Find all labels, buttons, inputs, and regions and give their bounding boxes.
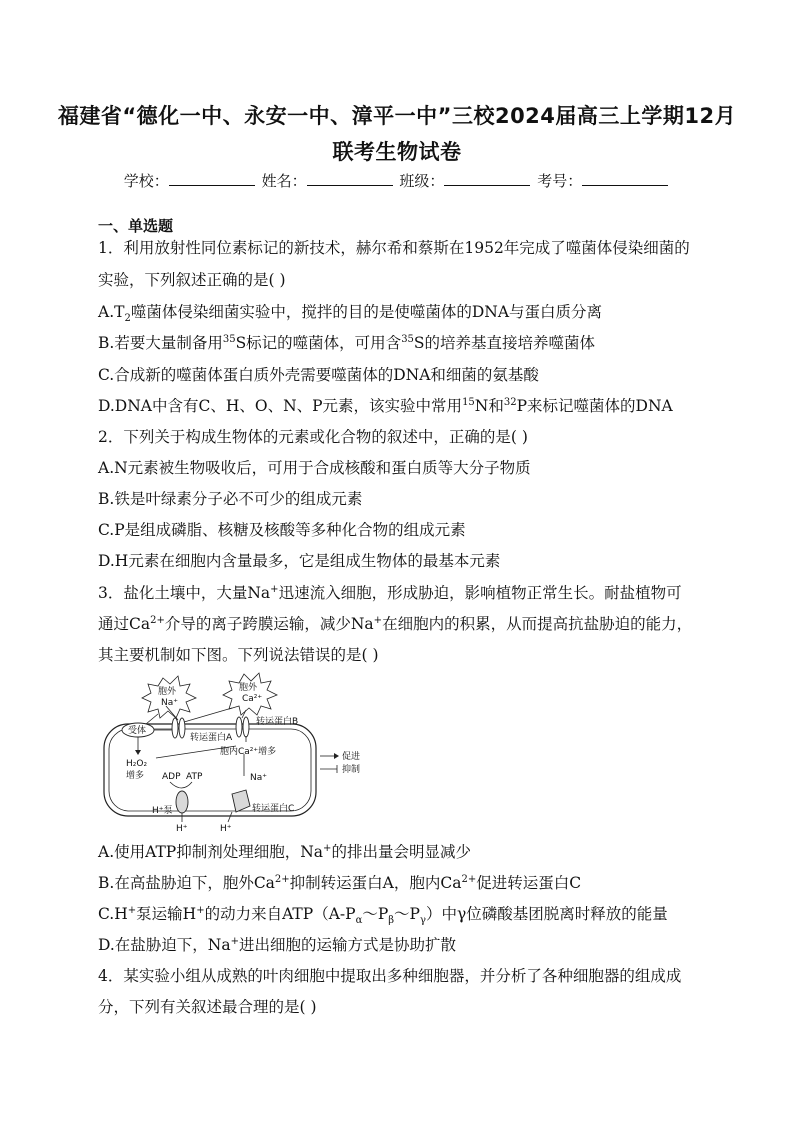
h-plus-2: H⁺ <box>220 824 232 834</box>
section-heading: 一、单选题 <box>98 217 174 235</box>
atp-label: ATP <box>186 772 203 782</box>
protein-a-left <box>172 718 178 738</box>
class-blank[interactable] <box>444 171 530 186</box>
protein-a-label: 转运蛋白A <box>190 733 233 743</box>
na-inside-label: Na⁺ <box>250 773 267 783</box>
name-label: 姓名： <box>261 172 307 190</box>
student-info-row <box>0 170 794 191</box>
q1-option-b: B.若要大量制备用$^{35}$S标记的噬菌体，可用含$^{35}$S的培养基直接培养噬菌体 <box>98 333 596 352</box>
protein-b-right <box>243 717 249 737</box>
protein-b-left <box>236 717 242 737</box>
adp-label: ADP <box>162 772 181 782</box>
h2o2-label: H₂O₂ <box>126 759 148 769</box>
q3-option-c: C.H+泵运输H+的动力来自$ATP(A-P_\alpha\sim P_\beta\sim P_\gamma)$中γ位磷酸基团脱离时释放的能量 <box>98 904 668 927</box>
exam-title-line1: 福建省“德化一中、永安一中、漳平一中”三校2024届高三上学期12月 <box>57 104 737 128</box>
h-pump-shape <box>176 791 188 813</box>
ca-inside-label: 胞内Ca²⁺增多 <box>220 747 277 757</box>
h2o2-increase: 增多 <box>126 771 145 781</box>
q4-stem-line1: 4．某实验小组从成熟的叶肉细胞中提取出多种细胞器，并分析了各种细胞器的组成成 <box>98 967 682 985</box>
h-pump-label: H⁺泵 <box>152 806 173 816</box>
outside1-label: 胞外 <box>158 687 177 697</box>
name-blank[interactable] <box>307 171 393 186</box>
protein-b-label: 转运蛋白B <box>256 717 299 727</box>
q2-stem: 2．下列关于构成生物体的元素或化合物的叙述中，正确的是( ) <box>98 428 528 446</box>
q3-stem-line1: 3．盐化土壤中，大量Na+迅速流入细胞，形成胁迫，影响植物正常生长。耐盐植物可 <box>98 583 682 602</box>
outside2-label: 胞外 <box>239 683 258 693</box>
legend-inhibit: 抑制 <box>342 765 361 775</box>
q3-option-d: D.在盐胁迫下，Na+进出细胞的运输方式是协助扩散 <box>98 935 457 954</box>
q3-stem-line2: 通过$Ca^{2+}$介导的离子跨膜运输，减少Na+在细胞内的积累，从而提高抗盐胁迫的能力， <box>98 614 693 633</box>
legend-promote: 促进 <box>342 752 361 762</box>
class-label: 班级： <box>399 172 445 190</box>
school-blank[interactable] <box>169 171 255 186</box>
protein-c-label: 转运蛋白C <box>252 804 295 814</box>
protein-a-right <box>179 718 185 738</box>
salt-stress-mechanism-diagram <box>96 672 366 834</box>
number-label: 考号： <box>537 172 583 190</box>
q2-option-d: D.H元素在细胞内含量最多，它是组成生物体的最基本元素 <box>98 552 501 570</box>
exam-title-line2: 联考生物试卷 <box>332 140 462 164</box>
h-plus-1: H⁺ <box>176 824 188 834</box>
q1-option-a: $A.T_2$噬菌体侵染细菌实验中，搅拌的目的是使噬菌体的DNA与蛋白质分离 <box>98 303 603 325</box>
q3-option-a: A.使用ATP抑制剂处理细胞，Na+的排出量会明显减少 <box>98 842 471 861</box>
q2-option-c: C.P是组成磷脂、核糖及核酸等多种化合物的组成元素 <box>98 521 466 539</box>
q2-option-b: B.铁是叶绿素分子必不可少的组成元素 <box>98 490 363 508</box>
q2-option-a: A.N元素被生物吸收后，可用于合成核酸和蛋白质等大分子物质 <box>98 459 531 477</box>
outside-na-bubble <box>142 676 196 718</box>
q1-option-c: C.合成新的噬菌体蛋白质外壳需要噬菌体的DNA和细菌的氨基酸 <box>98 366 539 384</box>
q1-stem-line1: 1．利用放射性同位素标记的新技术，赫尔希和蔡斯在1952年完成了噬菌体侵染细菌的 <box>98 239 690 257</box>
q3-option-b: B.在高盐胁迫下，胞外$Ca^{2+}$抑制转运蛋白A，胞内$Ca^{2+}$促进转运蛋白C <box>98 873 582 892</box>
protein-c-shape <box>232 790 250 812</box>
number-blank[interactable] <box>582 171 668 186</box>
q4-stem-line2: 分，下列有关叙述最合理的是( ) <box>98 998 317 1016</box>
q1-stem-line2: 实验，下列叙述正确的是( ) <box>98 271 286 289</box>
q1-option-d: D.DNA中含有C、H、O、N、P元素，该实验中常用$^{15}$N和$^{32}$P来标记噬菌体的DNA <box>98 396 673 415</box>
receptor-label: 受体 <box>128 726 147 736</box>
outside2-ion: Ca²⁺ <box>242 694 263 704</box>
outside1-ion: Na⁺ <box>161 698 178 708</box>
school-label: 学校： <box>123 172 169 190</box>
q3-stem-line3: 其主要机制如下图。下列说法错误的是( ) <box>98 646 379 664</box>
